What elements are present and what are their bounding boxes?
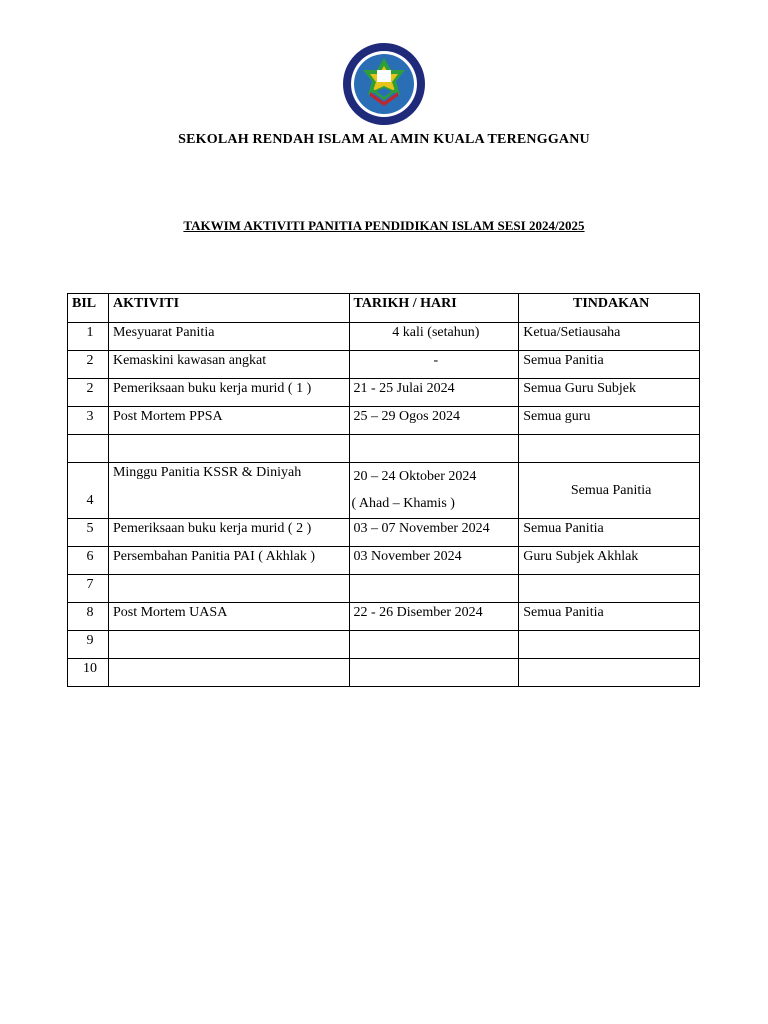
table-row bbox=[68, 463, 700, 519]
cell-aktiviti bbox=[108, 575, 349, 603]
header-bil: BIL bbox=[68, 294, 109, 323]
cell-tarikh bbox=[349, 575, 519, 603]
cell-aktiviti: Post Mortem PPSA bbox=[108, 407, 349, 435]
cell-tindakan: Semua guru bbox=[519, 407, 700, 435]
cell-tarikh bbox=[349, 435, 519, 463]
cell-tarikh: - bbox=[349, 351, 519, 379]
cell-aktiviti bbox=[108, 631, 349, 659]
cell-tarikh bbox=[349, 659, 519, 687]
cell-bil: 1 bbox=[68, 323, 109, 351]
table-row bbox=[68, 575, 700, 603]
table-row bbox=[68, 435, 700, 463]
cell-tindakan bbox=[519, 575, 700, 603]
table-row bbox=[68, 323, 700, 351]
cell-tindakan bbox=[519, 435, 700, 463]
cell-bil: 6 bbox=[68, 547, 109, 575]
cell-bil: 10 bbox=[68, 659, 109, 687]
cell-tindakan: Semua Guru Subjek bbox=[519, 379, 700, 407]
cell-bil bbox=[68, 435, 109, 463]
table-header-row bbox=[68, 294, 700, 323]
cell-aktiviti: Minggu Panitia KSSR & Diniyah bbox=[108, 463, 349, 519]
cell-tindakan bbox=[519, 659, 700, 687]
cell-bil: 3 bbox=[68, 407, 109, 435]
table-row bbox=[68, 379, 700, 407]
cell-tarikh bbox=[349, 631, 519, 659]
table-row bbox=[68, 519, 700, 547]
cell-tindakan: Guru Subjek Akhlak bbox=[519, 547, 700, 575]
cell-aktiviti bbox=[108, 435, 349, 463]
cell-bil: 2 bbox=[68, 351, 109, 379]
cell-tarikh-line1: 20 – 24 Oktober 2024 bbox=[353, 469, 477, 484]
cell-tindakan: Ketua/Setiausaha bbox=[519, 323, 700, 351]
activity-calendar-table bbox=[67, 293, 700, 687]
cell-bil: 2 bbox=[68, 379, 109, 407]
cell-bil: 9 bbox=[68, 631, 109, 659]
cell-aktiviti bbox=[108, 659, 349, 687]
cell-tarikh: 03 November 2024 bbox=[349, 547, 519, 575]
cell-bil: 7 bbox=[68, 575, 109, 603]
cell-tindakan: Semua Panitia bbox=[519, 351, 700, 379]
cell-tindakan: Semua Panitia bbox=[519, 519, 700, 547]
cell-tindakan: Semua Panitia bbox=[519, 603, 700, 631]
cell-aktiviti: Pemeriksaan buku kerja murid ( 1 ) bbox=[108, 379, 349, 407]
cell-tarikh: 22 - 26 Disember 2024 bbox=[349, 603, 519, 631]
cell-aktiviti: Pemeriksaan buku kerja murid ( 2 ) bbox=[108, 519, 349, 547]
cell-aktiviti: Kemaskini kawasan angkat bbox=[108, 351, 349, 379]
table-row bbox=[68, 631, 700, 659]
table-row bbox=[68, 659, 700, 687]
table-row bbox=[68, 351, 700, 379]
school-logo bbox=[342, 42, 426, 126]
school-name: SEKOLAH RENDAH ISLAM AL AMIN KUALA TERENGGANU bbox=[178, 132, 590, 147]
cell-bil: 8 bbox=[68, 603, 109, 631]
header-tindakan: TINDAKAN bbox=[519, 294, 700, 323]
table-row bbox=[68, 547, 700, 575]
header-tarikh: TARIKH / HARI bbox=[349, 294, 519, 323]
table-row bbox=[68, 603, 700, 631]
cell-bil-text: 4 bbox=[86, 493, 94, 508]
cell-aktiviti: Mesyuarat Panitia bbox=[108, 323, 349, 351]
cell-aktiviti: Post Mortem UASA bbox=[108, 603, 349, 631]
cell-tindakan bbox=[519, 631, 700, 659]
cell-tarikh: 25 – 29 Ogos 2024 bbox=[349, 407, 519, 435]
cell-tarikh bbox=[349, 463, 519, 519]
document-title: TAKWIM AKTIVITI PANITIA PENDIDIKAN ISLAM SESI 2024/2025 bbox=[183, 218, 585, 233]
table-row bbox=[68, 407, 700, 435]
header-aktiviti: AKTIVITI bbox=[108, 294, 349, 323]
cell-bil: 5 bbox=[68, 519, 109, 547]
cell-tindakan: Semua Panitia bbox=[519, 463, 700, 519]
cell-tarikh: 4 kali (setahun) bbox=[349, 323, 519, 351]
cell-aktiviti: Persembahan Panitia PAI ( Akhlak ) bbox=[108, 547, 349, 575]
cell-bil bbox=[68, 463, 109, 519]
cell-tarikh: 03 – 07 November 2024 bbox=[349, 519, 519, 547]
cell-tarikh-line2: ( Ahad – Khamis ) bbox=[351, 496, 455, 511]
cell-tarikh: 21 - 25 Julai 2024 bbox=[349, 379, 519, 407]
